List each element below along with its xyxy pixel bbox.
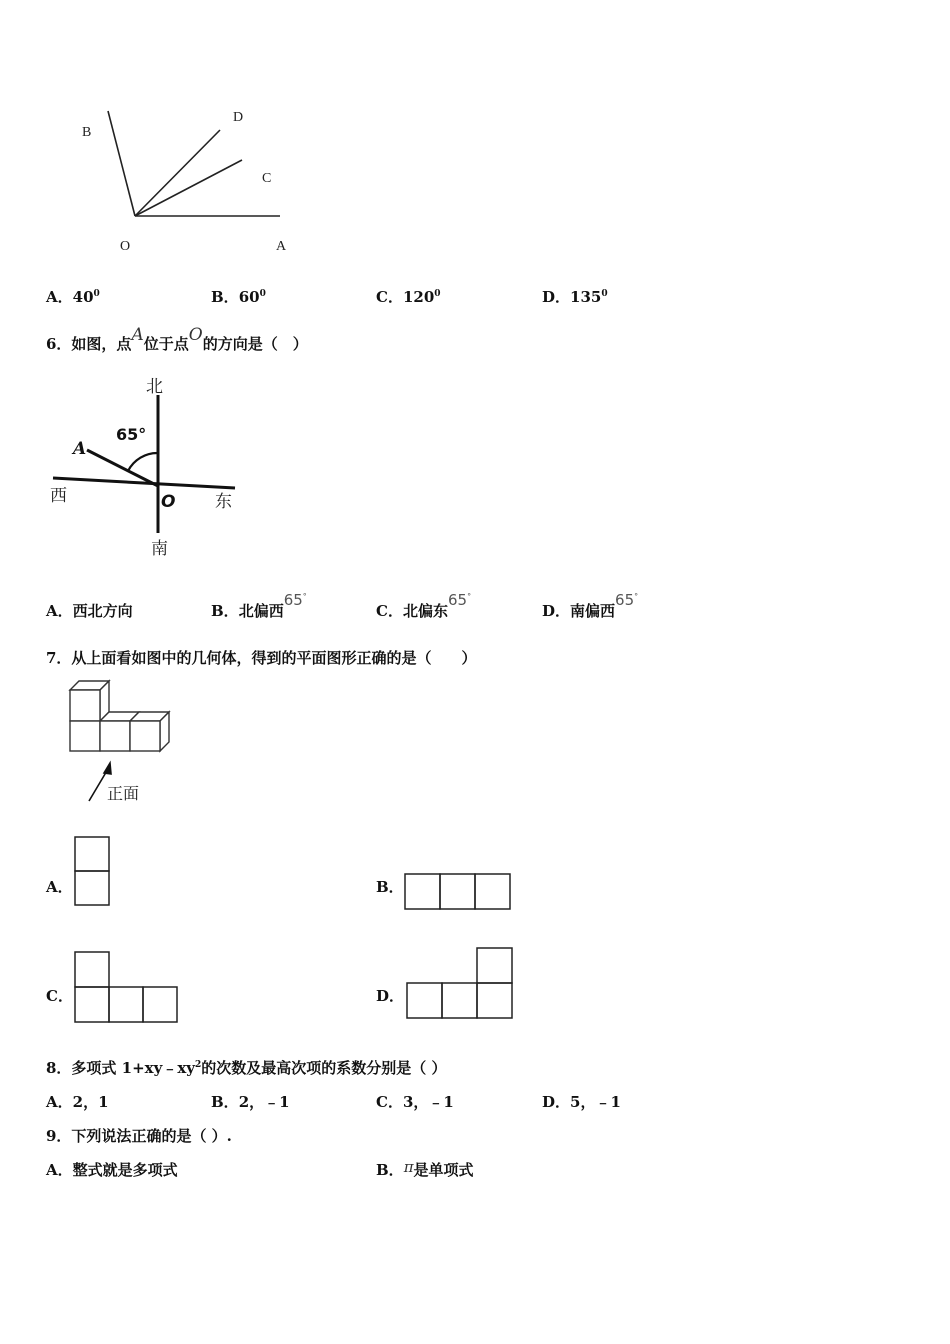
square [143,987,177,1022]
q8-option-a[interactable] [46,1091,109,1112]
ray-ob [108,111,135,216]
square [75,952,109,987]
option-text: 西北方向 [72,602,133,620]
cube-front-face [100,721,130,751]
q8-stem [46,1057,446,1078]
cube-front-face [130,721,160,751]
angle-arc [128,453,158,471]
q7-option-b-figure[interactable] [403,872,515,912]
option-text: 整式就是多项式 [72,1161,178,1179]
square [477,948,512,983]
option-value: 120 [402,288,435,306]
q6-stem [46,325,308,354]
option-letter: B． [211,288,239,306]
q9-option-a[interactable] [46,1159,178,1180]
q7-option-a-label[interactable]: A． [46,878,73,896]
exponent: 2 [194,1060,202,1070]
option-text: 3，﹣1 [402,1093,454,1111]
variable-a: A [131,325,144,345]
option-letter: D． [542,288,571,306]
cube-front-face [70,721,100,751]
option-value: 60 [238,288,260,306]
label-front: 正面 [107,784,140,803]
q8-option-c[interactable] [376,1091,454,1112]
option-letter: B． [211,602,239,620]
degree-mark: 0 [601,289,608,299]
q8-stem-part: 8．多项式 1+xy﹣xy [46,1059,195,1077]
option-text: 北偏东 [402,602,448,620]
square [440,874,475,909]
q6-stem-prefix: 6．如图，点 [46,335,132,353]
q8-option-d[interactable] [542,1091,621,1112]
square [477,983,512,1018]
q5-option-b[interactable] [211,286,266,307]
option-letter: A． [46,288,73,306]
label-c: C [262,171,272,186]
square [405,874,440,909]
q7-solid-figure [62,675,180,807]
label-a: A [276,239,287,254]
degree-mark: ° [467,592,472,601]
option-text: 5，﹣1 [570,1093,621,1111]
q7-option-c-figure[interactable] [73,950,183,1026]
degree-mark: 0 [93,289,100,299]
q7-option-d-figure[interactable] [405,946,517,1022]
cube-front-face [70,690,100,721]
option-text: 2，1 [72,1093,109,1111]
option-value: 135 [570,288,602,306]
option-letter: B． [376,1161,404,1179]
q7-stem: 7．从上面看如图中的几何体，得到的平面图形正确的是（ ） [46,649,477,667]
degree-value: 65 [283,591,303,609]
q6-option-c[interactable] [376,591,472,621]
option-letter: D． [542,602,571,620]
q7-option-c-label[interactable]: C． [46,987,73,1005]
degree-mark: 0 [259,289,266,299]
label-b: B [82,125,92,140]
option-text: 北偏西 [238,602,284,620]
label-point-a: A [73,439,87,459]
q9-option-b[interactable] [376,1159,474,1180]
pi-symbol: π [403,1158,414,1176]
option-letter: C． [376,288,403,306]
label-point-o: O [161,492,176,512]
option-letter: B． [211,1093,239,1111]
option-text: 南偏西 [570,602,616,620]
option-value: 40 [72,288,94,306]
option-text: 是单项式 [413,1161,474,1179]
label-west: 西 [50,486,67,506]
variable-o: O [188,325,203,345]
ray-od [135,130,220,216]
option-letter: C． [376,602,403,620]
square [407,983,442,1018]
label-east: 东 [215,492,232,512]
option-letter: A． [46,602,73,620]
q6-stem-middle: 位于点 [143,335,189,353]
degree-mark: ° [302,592,307,601]
option-letter: A． [46,1093,73,1111]
q8-option-b[interactable] [211,1091,290,1112]
degree-value: 65 [615,591,635,609]
degree-mark: 0 [434,289,441,299]
option-degree [615,591,638,609]
option-letter: D． [542,1093,571,1111]
q6-stem-suffix: 的方向是（ ） [202,335,308,353]
q5-option-a[interactable] [46,286,100,307]
option-text: 2，﹣1 [238,1093,290,1111]
q6-option-b[interactable] [211,591,307,621]
square [475,874,510,909]
q6-option-d[interactable] [542,591,639,621]
q7-option-a-figure[interactable] [73,835,113,909]
label-north: 北 [146,377,163,397]
square [75,987,109,1022]
option-degree [448,591,471,609]
label-d: D [233,110,244,125]
square [75,837,109,871]
q5-angle-figure [60,95,320,265]
q7-option-b-label[interactable]: B． [376,878,404,896]
degree-value: 65 [447,591,468,609]
arrow-head-icon [104,763,111,774]
square [75,871,109,905]
label-south: 南 [151,539,168,559]
q6-option-a[interactable] [46,600,133,621]
option-letter: A． [46,1161,73,1179]
degree-mark: ° [634,592,639,601]
square [109,987,143,1022]
option-degree [284,591,307,609]
square [442,983,477,1018]
q5-option-c[interactable] [376,286,441,307]
q6-compass-figure [45,370,255,565]
ray-oc [135,160,242,216]
label-angle: 65° [116,425,147,444]
label-o: O [120,239,131,254]
q8-stem-part: 的次数及最高次项的系数分别是（ ） [201,1059,447,1077]
q7-option-d-label[interactable]: D． [376,987,405,1005]
q9-stem: 9．下列说法正确的是（ ）. [46,1127,232,1145]
q5-option-d[interactable] [542,286,608,307]
option-letter: C． [376,1093,403,1111]
